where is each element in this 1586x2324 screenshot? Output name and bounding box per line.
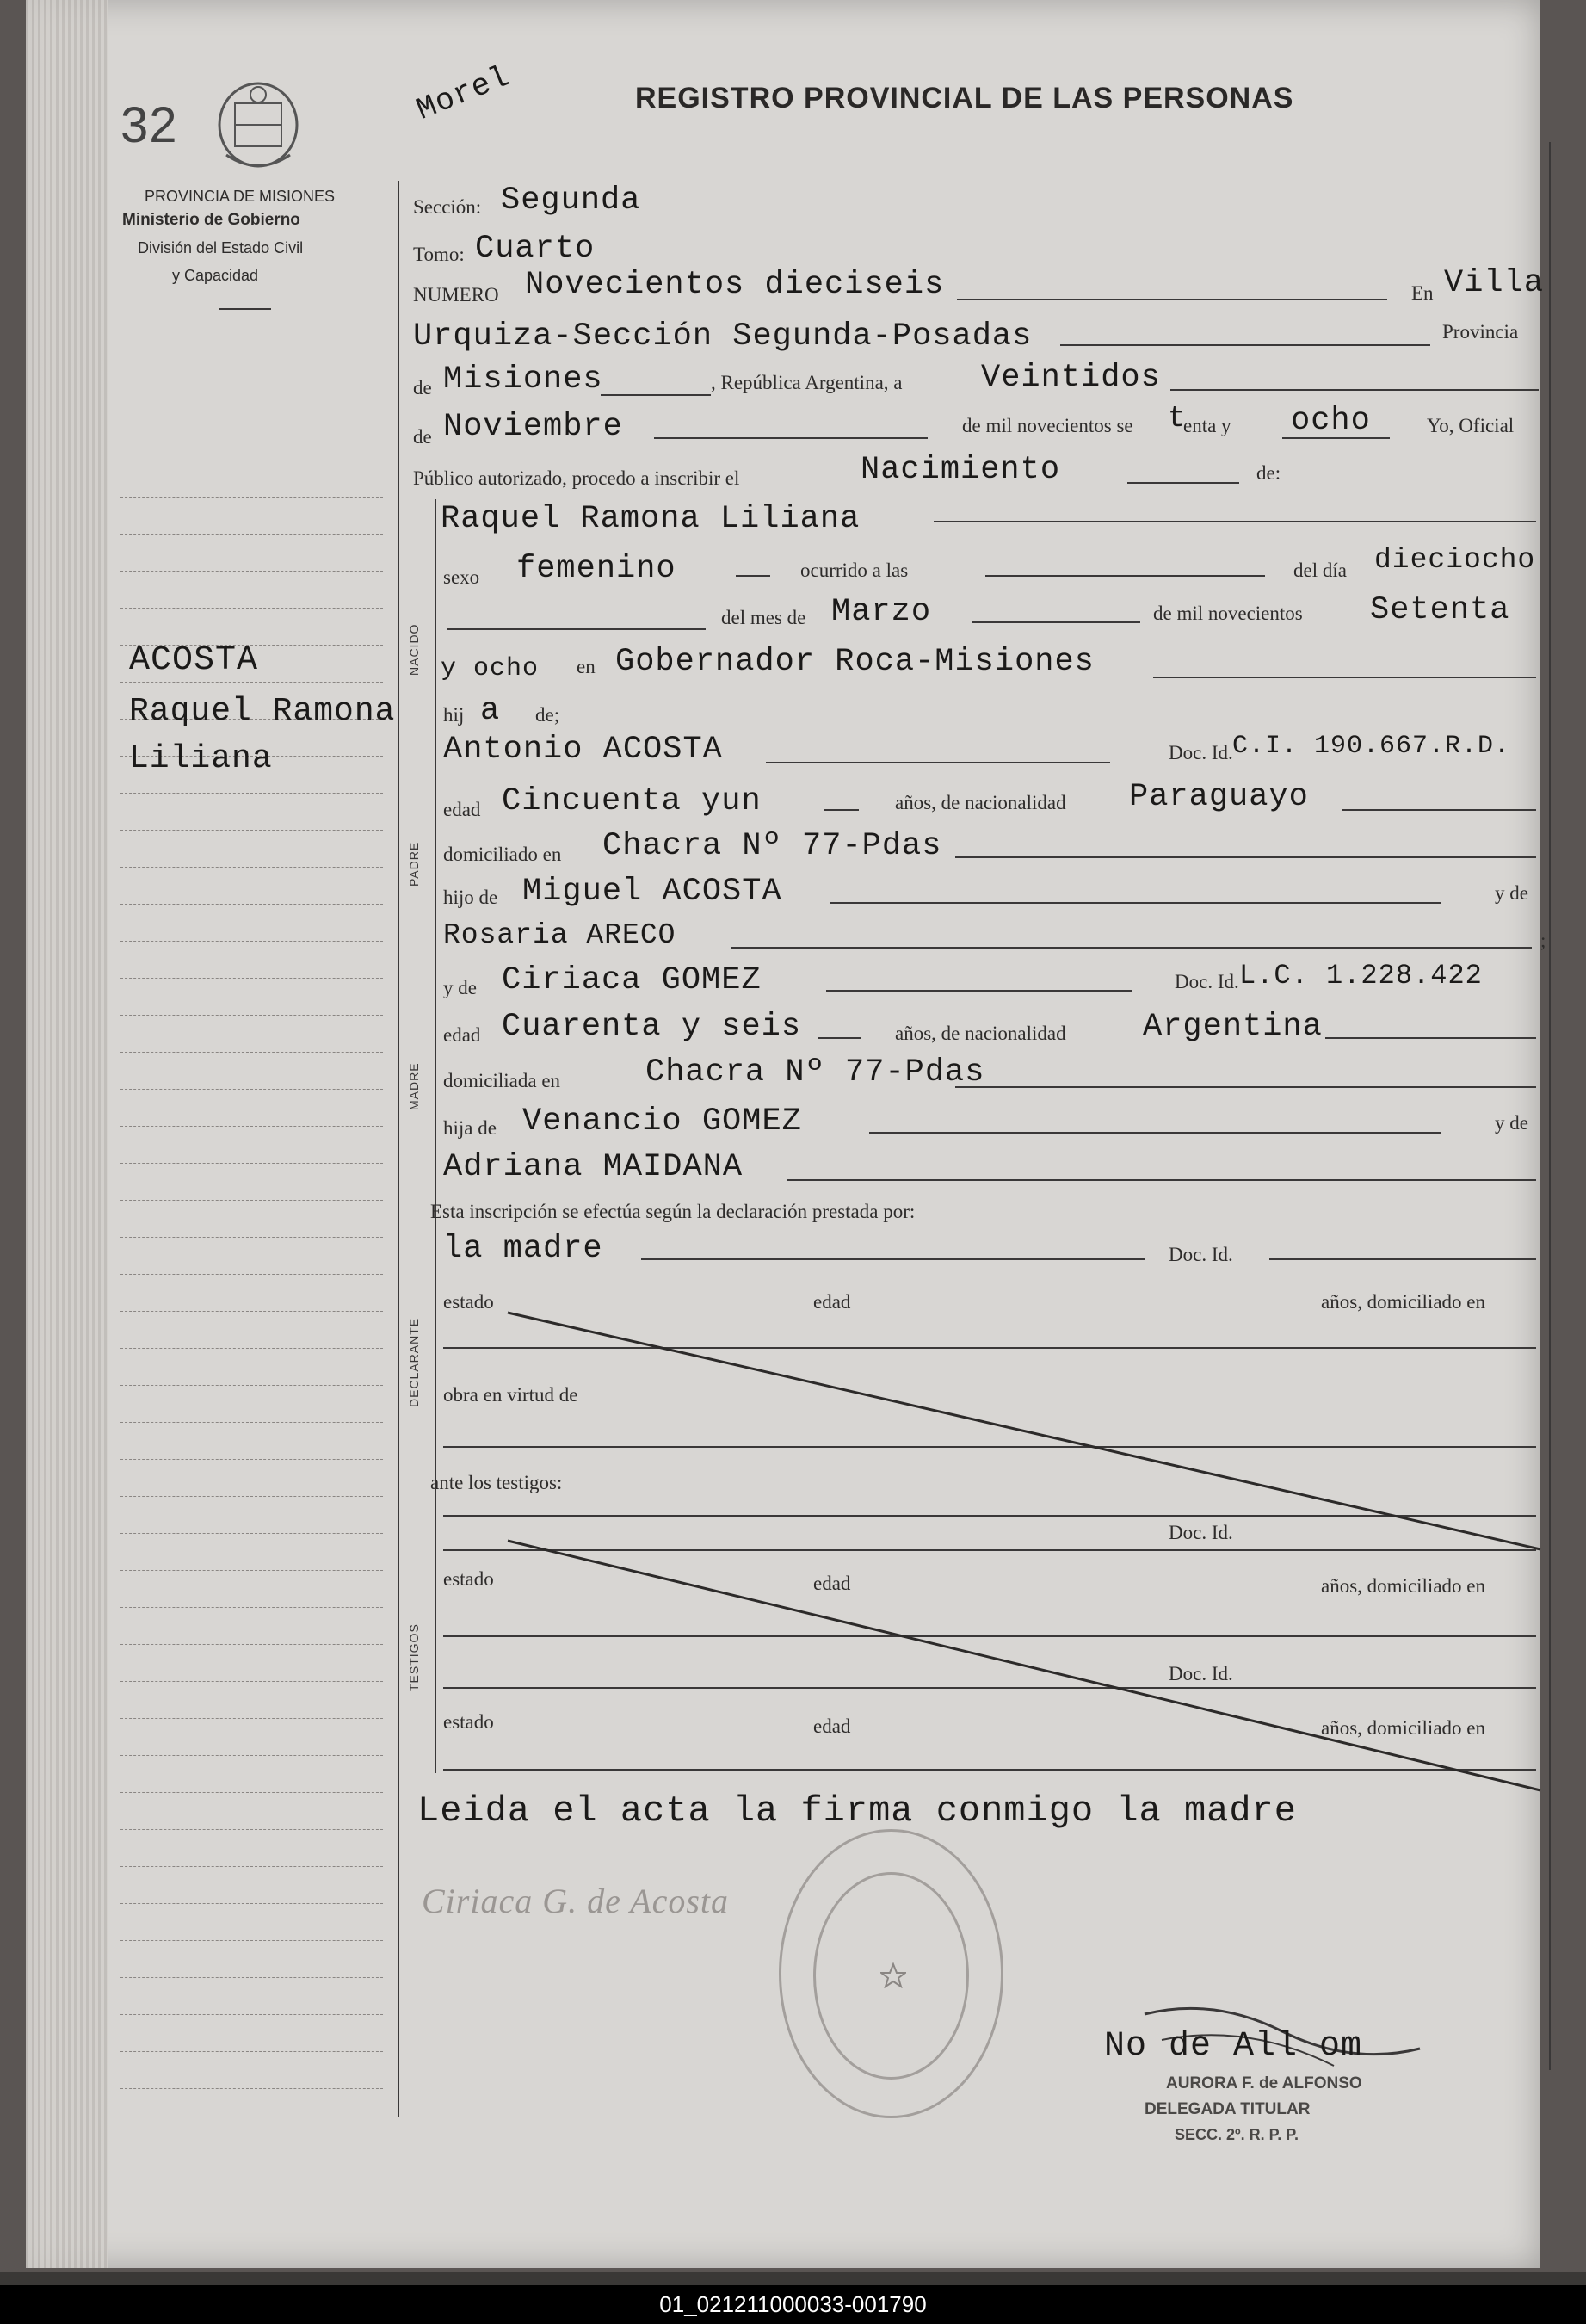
de-label: de	[413, 377, 432, 399]
abuelo-p-value: Miguel ACOSTA	[522, 874, 782, 910]
semicolon-label: ;	[1540, 930, 1546, 951]
inscripcion-label: Esta inscripción se efectúa según la declaración prestada por:	[430, 1201, 916, 1222]
testigo2-doc-label: Doc. Id.	[1169, 1663, 1233, 1684]
acto-value: Nacimiento	[861, 452, 1061, 488]
de-semicolon-label: de;	[535, 704, 560, 726]
en2-label: en	[577, 656, 596, 677]
dia-value: Veintidos	[981, 360, 1161, 396]
page-title: REGISTRO PROVINCIAL DE LAS PERSONAS	[635, 82, 1294, 114]
lugar-nac-value: Gobernador Roca-Misiones	[615, 644, 1095, 680]
anio-ocho-value: ocho	[1291, 403, 1371, 439]
padre-doc-label: Doc. Id.	[1169, 742, 1233, 763]
division-label: División del Estado Civil	[138, 239, 304, 257]
testigo1-edad-label: edad	[813, 1573, 851, 1594]
side-madre: MADRE	[407, 1062, 421, 1110]
firma-madre: Ciriaca G. de Acosta	[422, 1882, 730, 1920]
hijo-de-label: hijo de	[443, 887, 498, 908]
madre-doc-label: Doc. Id.	[1175, 971, 1239, 992]
madre-edad-value: Cuarenta y seis	[502, 1009, 802, 1045]
province-label: PROVINCIA DE MISIONES	[145, 188, 336, 205]
padre-nac-label: años, de nacionalidad	[895, 792, 1066, 813]
madre-value: Ciriaca GOMEZ	[502, 962, 762, 998]
anio-nac2-value: y ocho	[441, 654, 540, 683]
numero-label: NUMERO	[413, 284, 499, 306]
ocurrido-label: ocurrido a las	[800, 559, 909, 581]
madre-doc-value: L.C. 1.228.422	[1239, 960, 1483, 992]
declarante-anios-label: años, domiciliado en	[1321, 1291, 1485, 1313]
padre-value: Antonio ACOSTA	[443, 732, 723, 768]
hij-label: hij	[443, 704, 465, 726]
padre-dom-label: domiciliado en	[443, 844, 562, 865]
hija-de-label: hija de	[443, 1117, 497, 1139]
margin-given-2: Liliana	[129, 740, 273, 777]
stamp-role: DELEGADA TITULAR	[1145, 2100, 1311, 2118]
y-de-label-1: y de	[1495, 882, 1528, 904]
de2-label: de	[413, 426, 432, 448]
del-mes-label: del mes de	[721, 607, 806, 628]
declarante-estado-label: estado	[443, 1291, 494, 1313]
nombre-value: Raquel Ramona Liliana	[441, 501, 861, 537]
republica-label: , República Argentina, a	[711, 372, 903, 393]
demil-label: de mil novecientos se	[962, 415, 1133, 436]
en-label: En	[1411, 282, 1434, 304]
seccion-value: Segunda	[501, 182, 641, 219]
obra-label: obra en virtud de	[443, 1384, 578, 1406]
declarante-doc-label: Doc. Id.	[1169, 1244, 1233, 1265]
footer-bar: 01_021211000033-001790	[0, 2285, 1586, 2324]
abuela-m-value: Adriana MAIDANA	[443, 1149, 744, 1185]
madre-nac-value: Argentina	[1143, 1009, 1323, 1045]
en-value: Villa	[1444, 265, 1545, 301]
testigo2-edad-label: edad	[813, 1715, 851, 1737]
lugar-value: Urquiza-Sección Segunda-Posadas	[413, 318, 1033, 355]
stamp-name: AURORA F. de ALFONSO	[1166, 2074, 1362, 2092]
abuelo-m-value: Venancio GOMEZ	[522, 1103, 802, 1140]
padre-edad-value: Cincuenta yun	[502, 783, 762, 819]
yo-oficial-label: Yo, Oficial	[1427, 415, 1515, 436]
side-nacido: NACIDO	[407, 623, 421, 676]
provincia-label: Provincia	[1442, 321, 1519, 343]
testigo2-anios-label: años, domiciliado en	[1321, 1717, 1485, 1739]
side-testigos: TESTIGOS	[407, 1623, 421, 1691]
corner-note: Morel	[411, 59, 515, 128]
del-dia-label: del día	[1293, 559, 1347, 581]
y-de-label-2: y de	[443, 977, 477, 998]
mil-nov-label: de mil novecientos	[1153, 603, 1303, 624]
sexo-value: femenino	[516, 551, 676, 587]
de-colon-label: de:	[1256, 462, 1281, 484]
capacity-label: y Capacidad	[172, 267, 259, 284]
mes-nac-value: Marzo	[831, 594, 932, 630]
hij-suffix: a	[480, 693, 501, 729]
numero-value: Novecientos dieciseis	[525, 267, 945, 303]
padre-edad-label: edad	[443, 799, 481, 820]
declarante-edad-label: edad	[813, 1291, 851, 1313]
declarante-value: la madre	[443, 1231, 603, 1267]
side-padre: PADRE	[407, 841, 421, 887]
madre-dom-value: Chacra Nº 77-Pdas	[645, 1054, 985, 1091]
testigo1-anios-label: años, domiciliado en	[1321, 1575, 1485, 1597]
anio-nac-value: Setenta	[1370, 592, 1510, 628]
madre-dom-label: domiciliada en	[443, 1070, 561, 1091]
testigo1-doc-label: Doc. Id.	[1169, 1522, 1233, 1543]
folio-number: 32	[120, 97, 178, 153]
tomo-value: Cuarto	[475, 231, 596, 267]
madre-edad-label: edad	[443, 1024, 481, 1046]
tomo-label: Tomo:	[413, 244, 465, 265]
side-declarante: DECLARANTE	[407, 1317, 421, 1407]
testigo2-estado-label: estado	[443, 1711, 494, 1733]
seccion-label: Sección:	[413, 196, 482, 218]
abuela-p-value: Rosaria ARECO	[443, 919, 676, 951]
mes-value: Noviembre	[443, 409, 623, 445]
ante-testigos-label: ante los testigos:	[430, 1472, 563, 1493]
sexo-label: sexo	[443, 566, 480, 588]
stamp-star-icon	[880, 1962, 906, 1988]
publico-label: Público autorizado, procedo a inscribir el	[413, 467, 740, 489]
stamp-section: SECC. 2º. R. P. P.	[1175, 2126, 1299, 2143]
testigo1-estado-label: estado	[443, 1568, 494, 1590]
padre-dom-value: Chacra Nº 77-Pdas	[602, 828, 942, 864]
provincia-value: Misiones	[443, 362, 603, 398]
dia-nac-value: dieciocho	[1374, 544, 1536, 576]
margin-given-1: Raquel Ramona	[129, 693, 396, 730]
y-de-label-3: y de	[1495, 1112, 1528, 1134]
margin-surname: ACOSTA	[129, 641, 259, 680]
ministry-label: Ministerio de Gobierno	[122, 211, 300, 229]
madre-nac-label: años, de nacionalidad	[895, 1023, 1066, 1044]
y-label: enta y	[1183, 415, 1231, 436]
padre-doc-value: C.I. 190.667.R.D.	[1232, 732, 1511, 761]
cierre-text: Leida el acta la firma conmigo la madre	[417, 1790, 1297, 1832]
padre-nac-value: Paraguayo	[1129, 779, 1309, 815]
anio-t-value: t	[1168, 403, 1187, 436]
firma-oficial: No de All om	[1104, 2027, 1363, 2066]
